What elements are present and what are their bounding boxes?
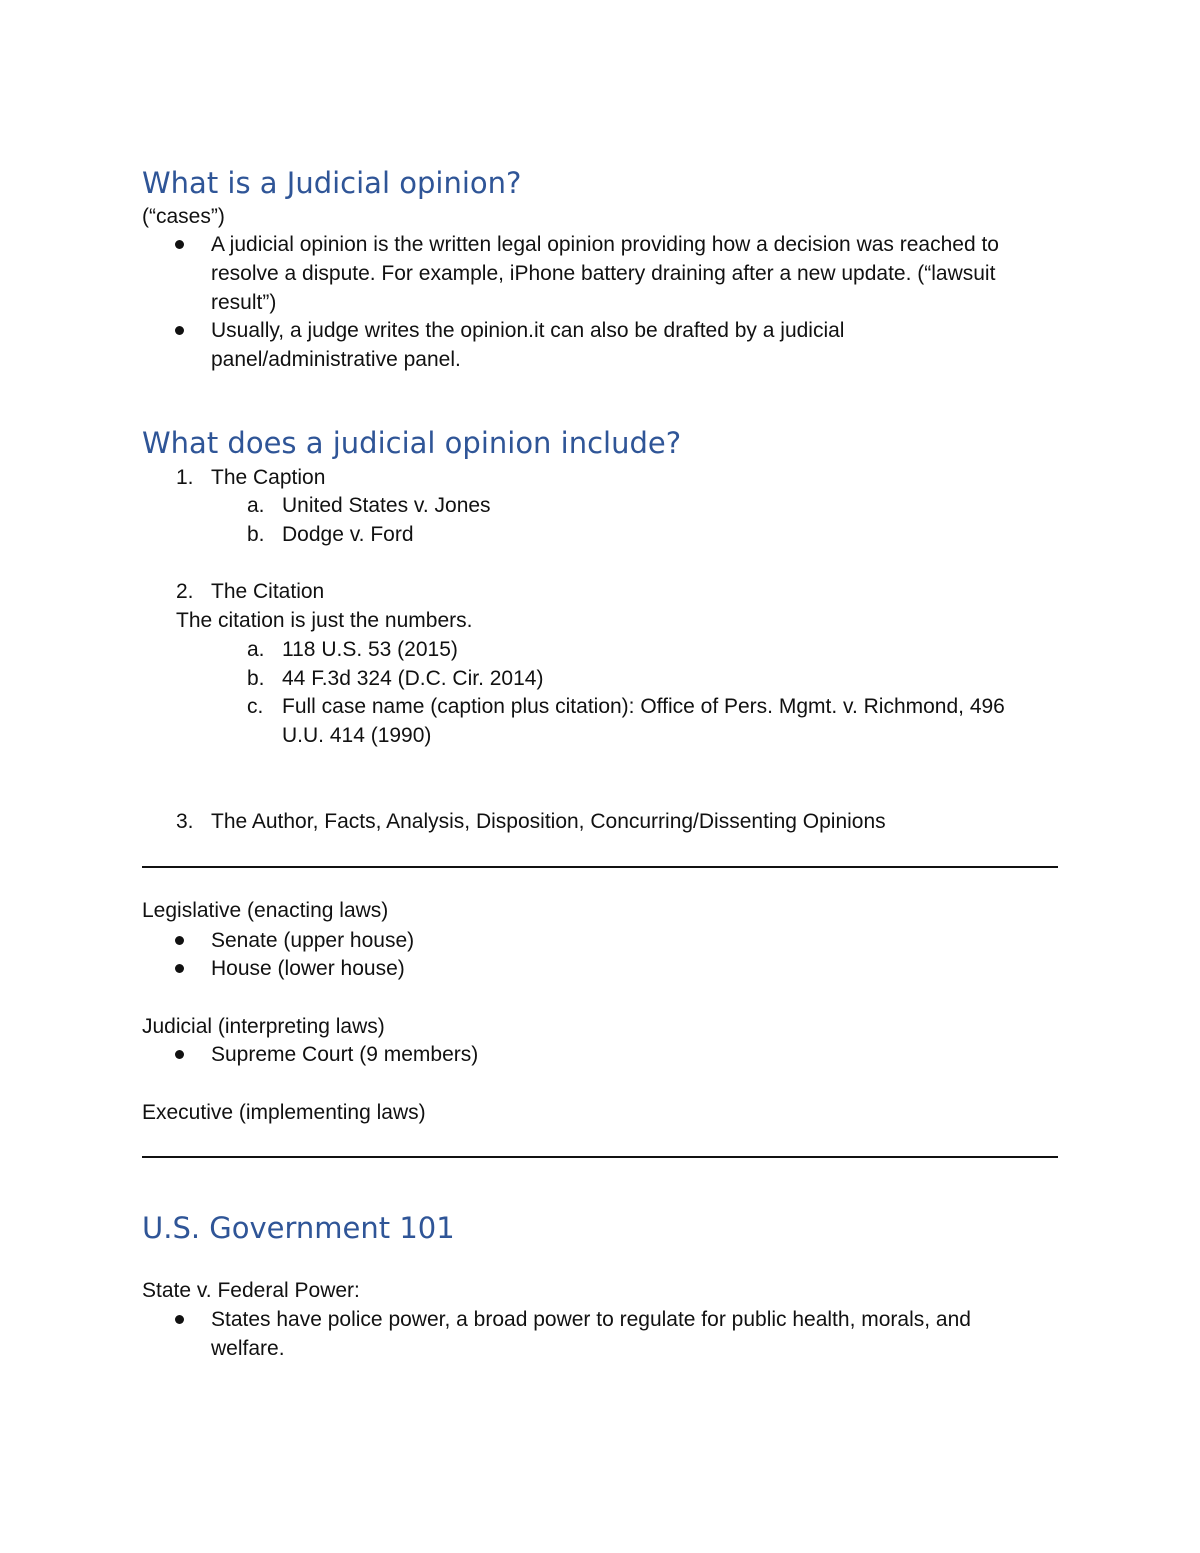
list-item-citation: The Citation: [211, 580, 325, 603]
legislative-title: Legislative (enacting laws): [142, 899, 389, 922]
sublist-item: 118 U.S. 53 (2015): [282, 638, 458, 661]
judicial-item: Supreme Court (9 members): [211, 1043, 479, 1066]
list-letter: c.: [247, 695, 264, 718]
list-letter: b.: [247, 667, 265, 690]
bullet-text-line: Usually, a judge writes the opinion.it can also be drafted by a judicial: [211, 319, 845, 342]
list-number: 1.: [176, 466, 194, 489]
state-federal-title: State v. Federal Power:: [142, 1279, 360, 1302]
sublist-item: 44 F.3d 324 (D.C. Cir. 2014): [282, 667, 544, 690]
list-item-author: The Author, Facts, Analysis, Disposition, Concurring/Dissenting Opinions: [211, 810, 886, 833]
bullet-icon: [175, 1050, 184, 1059]
bullet-icon: [175, 326, 184, 335]
list-number: 3.: [176, 810, 194, 833]
bullet-text-line: resolve a dispute. For example, iPhone battery draining after a new update. (“lawsuit: [211, 262, 996, 285]
executive-title: Executive (implementing laws): [142, 1101, 426, 1124]
subtitle-cases: (“cases”): [142, 205, 225, 228]
legislative-item: House (lower house): [211, 957, 405, 980]
bullet-icon: [175, 964, 184, 973]
bullet-text-line: panel/administrative panel.: [211, 348, 461, 371]
bullet-icon: [175, 240, 184, 249]
bullet-icon: [175, 936, 184, 945]
list-letter: b.: [247, 523, 265, 546]
heading-opinion-includes: What does a judicial opinion include?: [142, 426, 682, 460]
heading-government-101: U.S. Government 101: [142, 1211, 455, 1245]
bullet-text-line: welfare.: [211, 1337, 285, 1360]
list-item-caption: The Caption: [211, 466, 326, 489]
sublist-item: Dodge v. Ford: [282, 523, 414, 546]
heading-judicial-opinion: What is a Judicial opinion?: [142, 166, 522, 200]
bullet-icon: [175, 1315, 184, 1324]
citation-note: The citation is just the numbers.: [176, 609, 473, 632]
sublist-item: Full case name (caption plus citation): Office of Pers. Mgmt. v. Richmond, 496: [282, 695, 1005, 718]
bullet-text-line: result”): [211, 291, 277, 314]
legislative-item: Senate (upper house): [211, 929, 415, 952]
judicial-title: Judicial (interpreting laws): [142, 1015, 385, 1038]
sublist-item: United States v. Jones: [282, 494, 491, 517]
sublist-item: U.U. 414 (1990): [282, 724, 432, 747]
bullet-text-line: A judicial opinion is the written legal opinion providing how a decision was reached to: [211, 233, 999, 256]
horizontal-rule: [142, 1156, 1058, 1158]
list-number: 2.: [176, 580, 194, 603]
list-letter: a.: [247, 494, 265, 517]
bullet-text-line: States have police power, a broad power to regulate for public health, morals, and: [211, 1308, 971, 1331]
horizontal-rule: [142, 866, 1058, 868]
list-letter: a.: [247, 638, 265, 661]
